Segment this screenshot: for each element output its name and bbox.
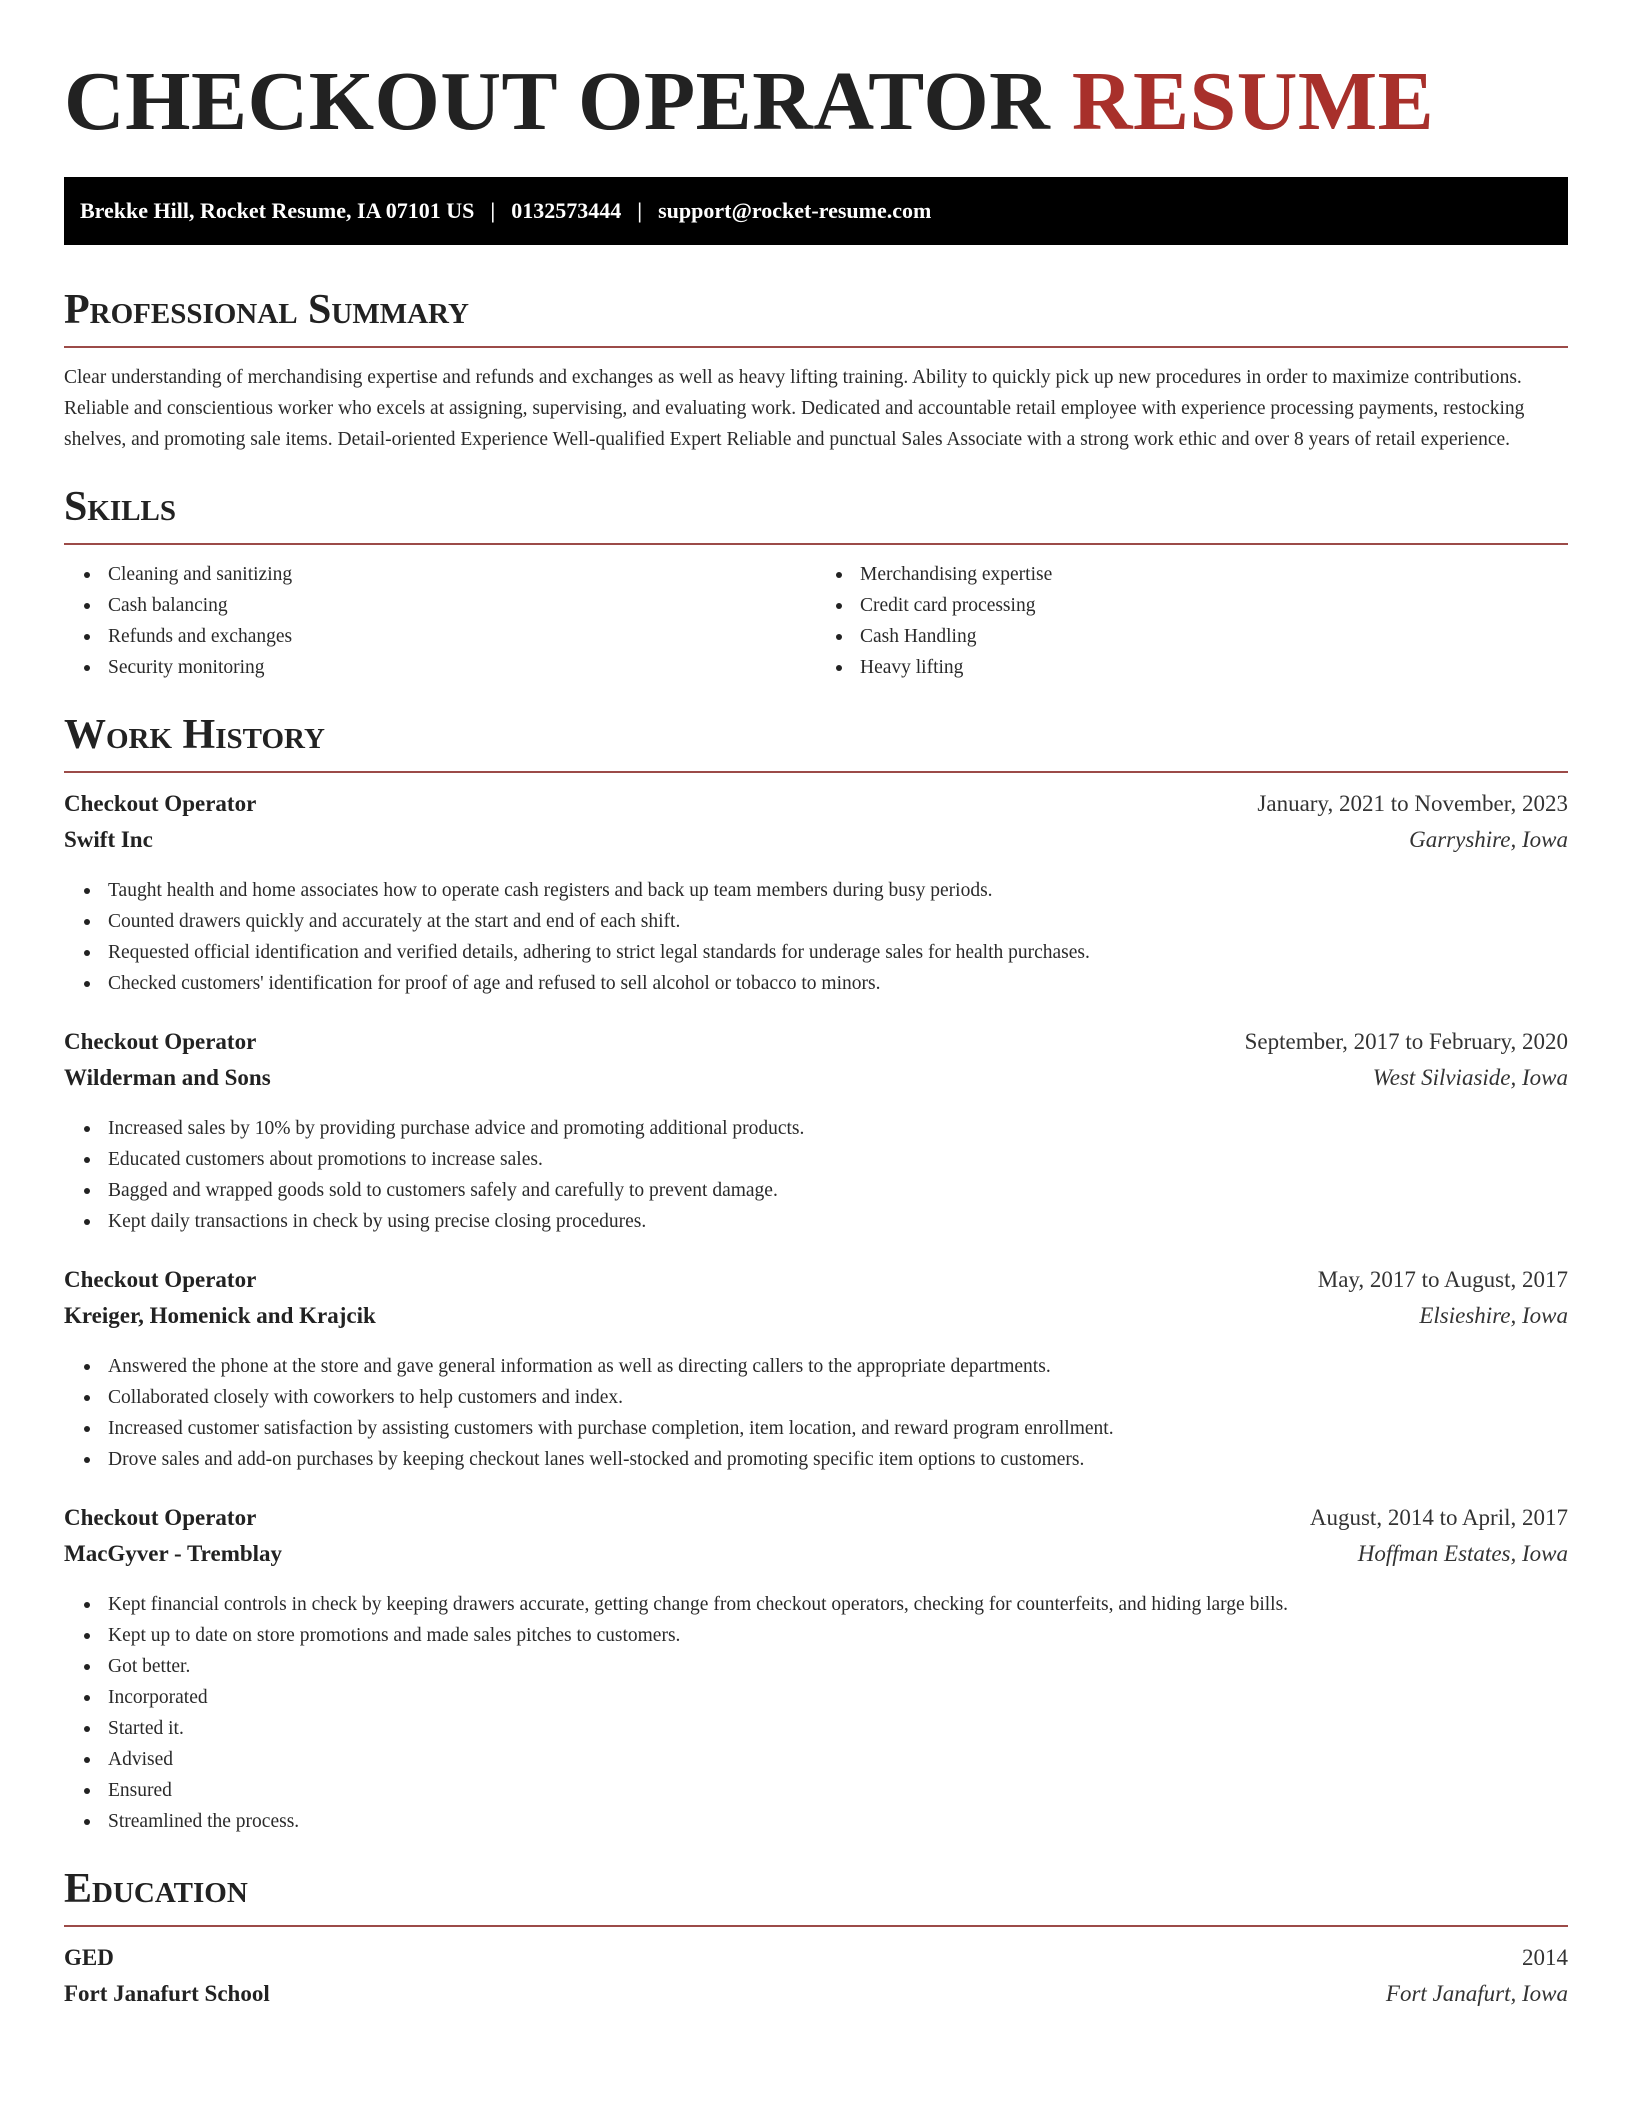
- skill-item: Merchandising expertise: [860, 559, 1568, 590]
- education-degree: GED: [64, 1945, 114, 1970]
- education-school: Fort Janafurt School: [64, 1981, 270, 2006]
- job-bullet: Checked customers' identification for proof of age and refused to sell alcohol or tobacco to minors.: [108, 968, 1568, 999]
- education-location: Fort Janafurt, Iowa: [1385, 1981, 1568, 2006]
- contact-address: Brekke Hill, Rocket Resume, IA 07101 US: [80, 198, 475, 223]
- skill-item: Credit card processing: [860, 590, 1568, 621]
- job-bullet: Kept financial controls in check by keeping drawers accurate, getting change from checkout operators, checking for counterfeits, and hiding large bills.: [108, 1589, 1568, 1620]
- job-title: Checkout Operator: [64, 1029, 257, 1054]
- job-company: Wilderman and Sons: [64, 1065, 271, 1090]
- job-header-row: [64, 1505, 1568, 1541]
- education-heading: Education: [64, 1866, 248, 1912]
- job-location: Elsieshire, Iowa: [1419, 1303, 1568, 1328]
- skills-grid: [64, 559, 1568, 683]
- summary-section: [64, 286, 1568, 455]
- job-title: Checkout Operator: [64, 1505, 257, 1530]
- job-dates: January, 2021 to November, 2023: [1257, 791, 1568, 816]
- job-bullet: Started it.: [108, 1713, 1568, 1744]
- skill-item: Cash balancing: [108, 590, 816, 621]
- job-bullet: Kept daily transactions in check by using precise closing procedures.: [108, 1206, 1568, 1237]
- contact-separator: |: [637, 198, 643, 223]
- work-history-section: [64, 711, 1568, 1837]
- skills-section: [64, 483, 1568, 683]
- job-bullet: Drove sales and add-on purchases by keeping checkout lanes well-stocked and promoting specific item options to customers.: [108, 1444, 1568, 1475]
- education-entry: [64, 1945, 1568, 2017]
- summary-heading: Professional Summary: [64, 287, 469, 333]
- job-location: Hoffman Estates, Iowa: [1357, 1541, 1568, 1566]
- contact-phone: 0132573444: [511, 198, 622, 223]
- skill-item: Refunds and exchanges: [108, 621, 816, 652]
- job-bullet: Educated customers about promotions to increase sales.: [108, 1144, 1568, 1175]
- skills-column-right: [816, 559, 1568, 683]
- job-bullet: Incorporated: [108, 1682, 1568, 1713]
- job-bullets: [64, 1351, 1568, 1475]
- job-bullet: Answered the phone at the store and gave general information as well as directing callers to the appropriate departments.: [108, 1351, 1568, 1382]
- job-bullet: Got better.: [108, 1651, 1568, 1682]
- title-main: CHECKOUT OPERATOR: [64, 55, 1051, 148]
- job-location: West Silviaside, Iowa: [1372, 1065, 1568, 1090]
- job-bullet: Streamlined the process.: [108, 1806, 1568, 1837]
- job-bullets: [64, 1113, 1568, 1237]
- job-company: Kreiger, Homenick and Krajcik: [64, 1303, 376, 1328]
- job-title: Checkout Operator: [64, 1267, 257, 1292]
- title-accent: RESUME: [1071, 55, 1435, 148]
- job-dates: September, 2017 to February, 2020: [1244, 1029, 1568, 1054]
- job-entry: [64, 1505, 1568, 1837]
- job-bullet: Requested official identification and verified details, adhering to strict legal standards for underage sales for health purchases.: [108, 937, 1568, 968]
- job-bullet: Counted drawers quickly and accurately at the start and end of each shift.: [108, 906, 1568, 937]
- education-year: 2014: [1522, 1945, 1568, 1970]
- job-entry: [64, 1029, 1568, 1237]
- job-header-row: [64, 1029, 1568, 1065]
- job-entry: [64, 1267, 1568, 1475]
- section-divider: [64, 771, 1568, 773]
- job-header-row: [64, 1267, 1568, 1303]
- job-company: Swift Inc: [64, 827, 153, 852]
- job-bullet: Advised: [108, 1744, 1568, 1775]
- job-title: Checkout Operator: [64, 791, 257, 816]
- contact-email: support@rocket-resume.com: [658, 198, 932, 223]
- job-bullets: [64, 875, 1568, 999]
- skill-item: Cleaning and sanitizing: [108, 559, 816, 590]
- education-school-row: [64, 1981, 1568, 2017]
- job-bullet: Taught health and home associates how to operate cash registers and back up team members during busy periods.: [108, 875, 1568, 906]
- skills-heading: Skills: [64, 484, 177, 530]
- job-company-row: [64, 1303, 1568, 1339]
- job-company: MacGyver - Tremblay: [64, 1541, 283, 1566]
- summary-text: Clear understanding of merchandising expertise and refunds and exchanges as well as heavy lifting training. Ability to quickly pick up new procedures in order to maximize contributions. Reliable and conscientious worker who excels at assigning, supervising, and evaluating work. Dedicated and accountable retail employee with experience processing payments, restocking shelves, and promoting sale items. Detail-oriented Experience Well-qualified Expert Reliable and punctual Sales Associate with a strong work ethic and over 8 years of retail experience.: [64, 367, 1525, 450]
- skill-item: Heavy lifting: [860, 652, 1568, 683]
- contact-bar: [64, 177, 1568, 245]
- job-bullet: Bagged and wrapped goods sold to customers safely and carefully to prevent damage.: [108, 1175, 1568, 1206]
- job-company-row: [64, 1541, 1568, 1577]
- job-location: Garryshire, Iowa: [1409, 827, 1568, 852]
- skills-column-left: [64, 559, 816, 683]
- work-history-heading: Work History: [64, 712, 325, 758]
- job-bullets: [64, 1589, 1568, 1837]
- resume-title: [64, 56, 1568, 148]
- job-header-row: [64, 791, 1568, 827]
- job-dates: August, 2014 to April, 2017: [1309, 1505, 1568, 1530]
- skill-item: Cash Handling: [860, 621, 1568, 652]
- job-company-row: [64, 827, 1568, 863]
- job-bullet: Increased customer satisfaction by assisting customers with purchase completion, item location, and reward program enrollment.: [108, 1413, 1568, 1444]
- contact-separator: |: [490, 198, 496, 223]
- section-divider: [64, 1925, 1568, 1927]
- job-bullet: Increased sales by 10% by providing purchase advice and promoting additional products.: [108, 1113, 1568, 1144]
- skill-item: Security monitoring: [108, 652, 816, 683]
- job-entry: [64, 791, 1568, 999]
- section-divider: [64, 346, 1568, 348]
- job-company-row: [64, 1065, 1568, 1101]
- education-section: [64, 1865, 1568, 2017]
- job-bullet: Ensured: [108, 1775, 1568, 1806]
- job-dates: May, 2017 to August, 2017: [1317, 1267, 1568, 1292]
- section-divider: [64, 543, 1568, 545]
- education-header-row: [64, 1945, 1568, 1981]
- job-bullet: Kept up to date on store promotions and made sales pitches to customers.: [108, 1620, 1568, 1651]
- job-bullet: Collaborated closely with coworkers to help customers and index.: [108, 1382, 1568, 1413]
